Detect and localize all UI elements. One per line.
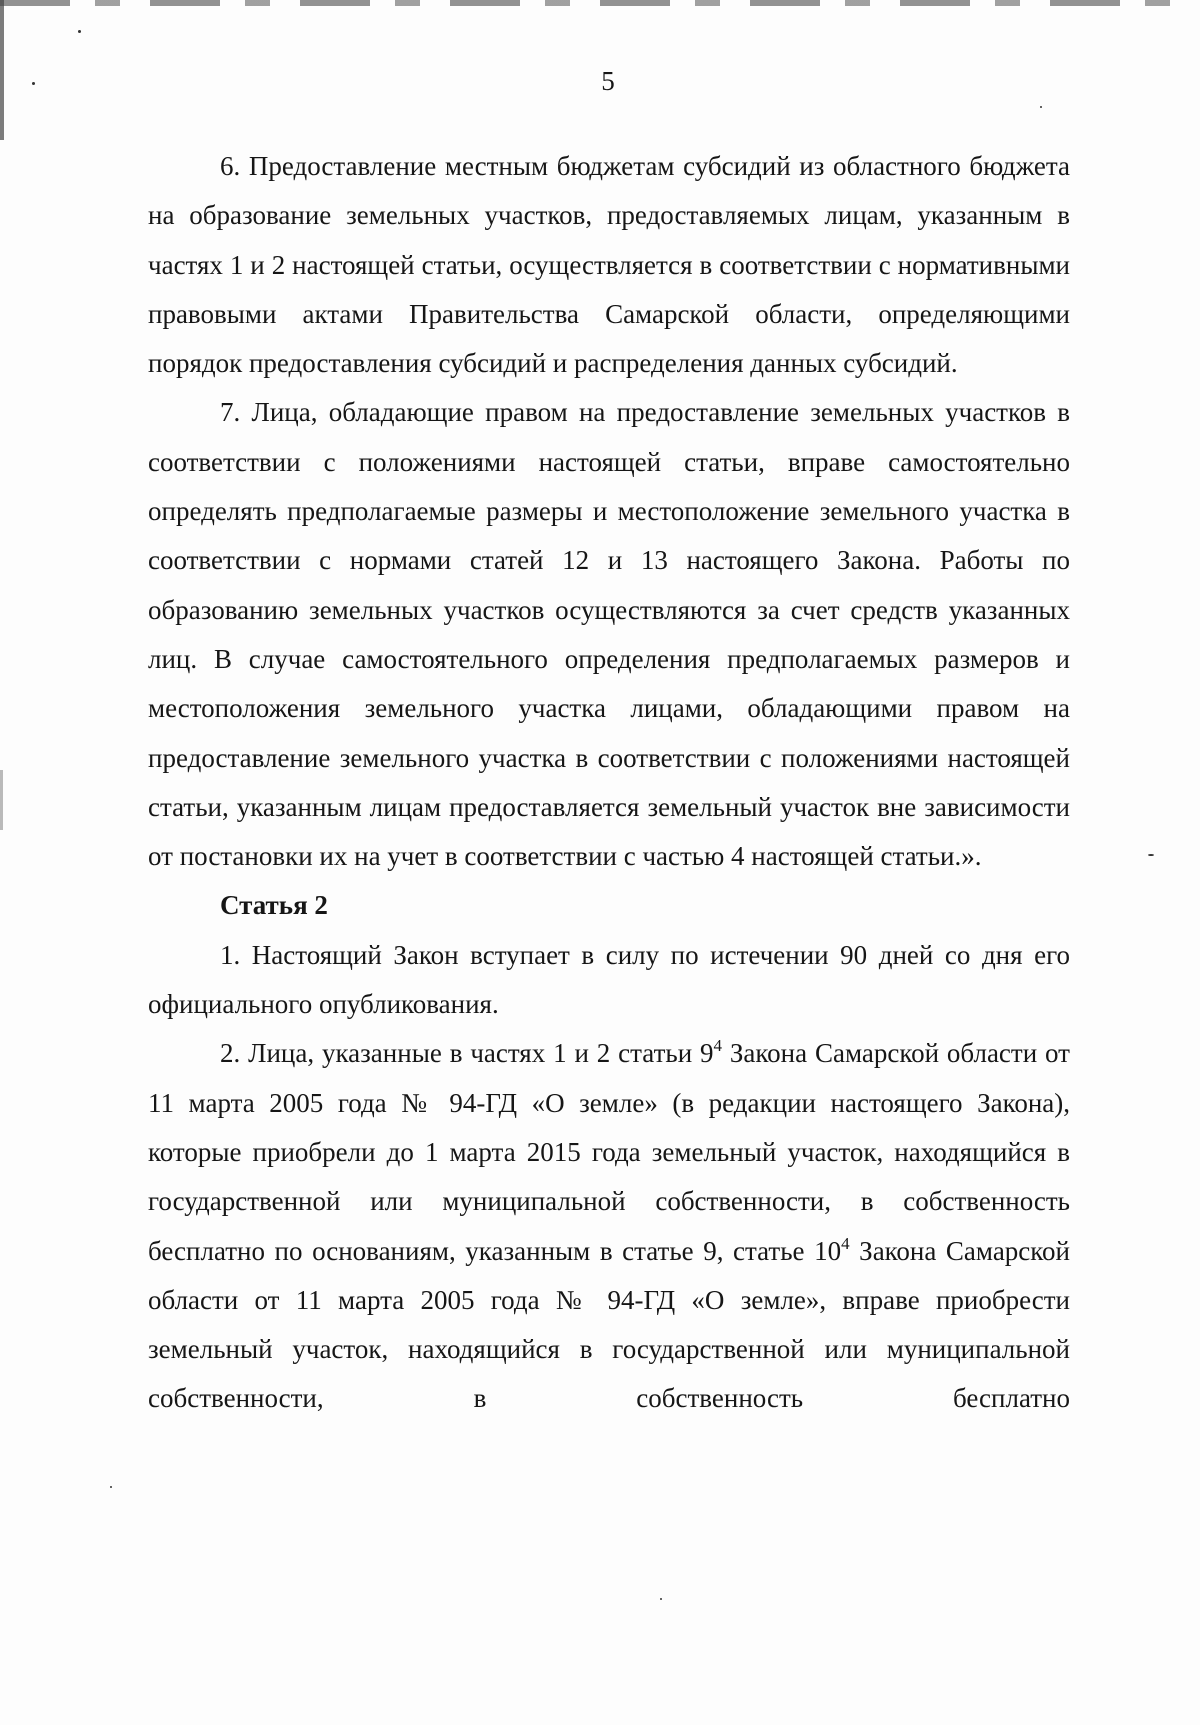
superscript: 4 bbox=[841, 1233, 850, 1253]
scan-speck bbox=[110, 1486, 112, 1488]
scan-speck bbox=[1148, 854, 1154, 856]
paragraph-7: 7. Лица, обладающие правом на предоставление земельных участков в соответствии с положениями настоящей статьи, вправе самостоятельно определять предполагаемые размеры и местоположение земельного участка в соответствии с нормами статей 12 и 13 настоящего Закона. Работы по образованию земельных участков осуществляются за счет средств указанных лиц. В случае самостоятельного определения предполагаемых размеров и местоположения земельного участка лицами, обладающими правом на предоставление земельного участка в соответствии с положениями настоящей статьи, указанным лицам предоставляется земельный участок вне зависимости от постановки их на учет в соответствии с частью 4 настоящей статьи.». bbox=[148, 397, 1070, 872]
text-segment: Закона Самарской области от 11 марта 2005 года № 94-ГД «О земле», вправе приобрести земельный участок, находящийся в государственной или муниципальной собственности, в собственность бесплатно bbox=[148, 1235, 1070, 1414]
document-body bbox=[148, 142, 1070, 1424]
text-segment: 2. Лица, указанные в частях 1 и 2 статьи 9 bbox=[220, 1038, 714, 1069]
superscript: 4 bbox=[713, 1036, 723, 1056]
scan-speck bbox=[660, 1598, 662, 1600]
article-heading: Статья 2 bbox=[220, 890, 328, 921]
scan-speck bbox=[1040, 106, 1042, 108]
text-segment: Закона Самарской области от 11 марта 2005 года № 94-ГД «О земле» (в редакции настоящего Закона), которые приобрели до 1 марта 2015 года земельный участок, находящийся в государственной или муниципальной собственности, в собственность бесплатно по основаниям, указанным в статье 9, статье 10 bbox=[148, 1038, 1070, 1266]
article-2-paragraph-1: 1. Настоящий Закон вступает в силу по истечении 90 дней со дня его официального опубликования. bbox=[148, 939, 1070, 1020]
page-number: 5 bbox=[601, 66, 615, 96]
article-2-paragraph-2 bbox=[148, 1029, 1070, 1423]
scan-speck bbox=[78, 30, 81, 33]
scan-edge-top bbox=[0, 0, 1200, 6]
scan-edge-left-lower bbox=[0, 770, 3, 830]
paragraph-6: 6. Предоставление местным бюджетам субсидий из областного бюджета на образование земельных участков, предоставляемых лицам, указанным в частях 1 и 2 настоящей статьи, осуществляется в соответствии с нормативными правовыми актами Правительства Самарской области, определяющими порядок предоставления субсидий и распределения данных субсидий. bbox=[148, 151, 1070, 379]
